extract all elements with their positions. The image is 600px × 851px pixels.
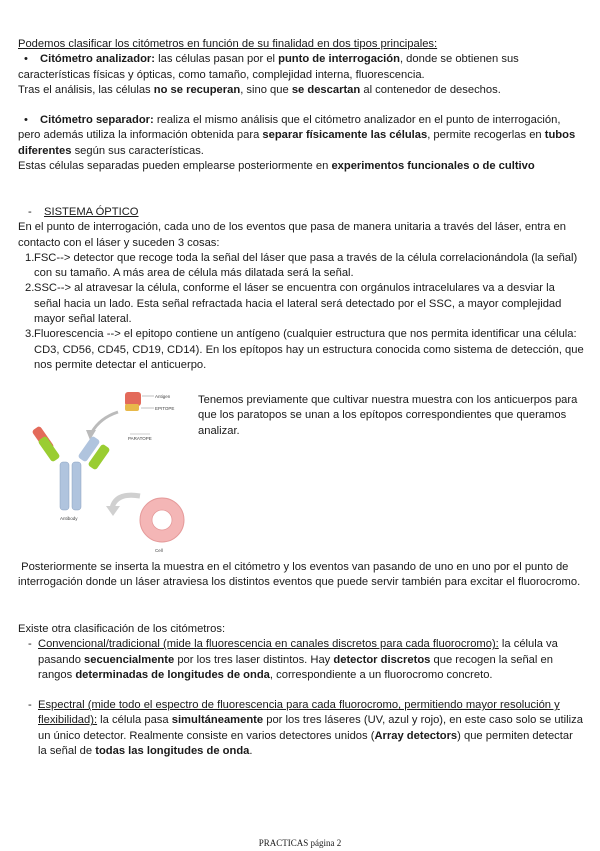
- bold-run: Array detectors: [374, 729, 458, 742]
- bold-run: experimentos funcionales o de cultivo: [331, 160, 535, 173]
- optical-title-row: [18, 205, 584, 220]
- text-run: que recogen la señal en rangos: [38, 653, 553, 681]
- bullet-icon: •: [24, 114, 28, 127]
- spectral-item: [18, 698, 584, 759]
- bold-run: punto de interrogación: [278, 53, 400, 66]
- antigen-shape: [125, 392, 141, 406]
- bold-run: simultáneamente: [171, 714, 264, 727]
- separator-term: Citómetro separador:: [40, 114, 154, 127]
- epitope-shape: [125, 404, 139, 411]
- antibody-shape: [31, 425, 110, 510]
- text-run: , permite recogerlas en: [427, 129, 545, 142]
- text-run: por los tres láseres (UV, azul y rojo), en este caso solo se utiliza un único detector. Realmente consiste en varios detectores unidos (: [38, 714, 583, 742]
- cell-label: Cell: [155, 548, 163, 553]
- text-run: Tras el análisis, las células: [18, 83, 154, 96]
- antibody-label: Antibody: [60, 516, 78, 521]
- optical-list: [18, 251, 584, 373]
- bold-run: tubos diferentes: [18, 129, 576, 157]
- analyzer-term: Citómetro analizador:: [40, 53, 155, 66]
- other-classification-section: [18, 622, 584, 759]
- optical-system-section: [18, 205, 584, 373]
- text-run: las células pasan por el: [155, 53, 279, 66]
- cell-nucleus: [152, 510, 172, 530]
- underlined-run: Espectral (mide todo el espectro de fluorescencia para cada fluorocromo, permitiendo mayor resolución y flexibilidad):: [38, 699, 560, 727]
- separated-paragraph: [18, 159, 584, 174]
- analyzer-bullet: [18, 52, 584, 83]
- antigen-label: Antigen: [155, 394, 171, 399]
- insert-paragraph: Posteriormente se inserta la muestra en el citómetro y los eventos van pasando de uno en uno por el punto de interrogación donde un láser atraviesa los distintos eventos que puede servir también para excitar el fluorocromo.: [18, 561, 581, 589]
- item-text: SSC--> al atravesar la célula, conforme el láser se encuentra con orgánulos intracelulares va a desviar la señal hacia un lado. Esta señal refractada hacia el lateral será detectado por el SSC, a mayor complejidad mayor señal lateral.: [34, 282, 562, 326]
- dash-marker: -: [28, 206, 32, 218]
- list-item: [18, 251, 584, 282]
- text-run: , correspondiente a un fluorocromo concreto.: [269, 668, 493, 681]
- list-item: [18, 327, 584, 373]
- antibody-diagram: [20, 388, 192, 558]
- bold-run: no se recuperan: [153, 83, 241, 96]
- other-intro: Existe otra clasificación de los citómetros:: [18, 623, 226, 635]
- bold-run: detector discretos: [333, 653, 431, 666]
- optical-intro: En el punto de interrogación, cada uno de los eventos que pasa de manera unitaria a través del láser, entra en contacto con el láser y suceden 3 cosas:: [18, 221, 566, 249]
- text-run: , sino que: [240, 83, 292, 96]
- conventional-item: [18, 637, 584, 683]
- item-text: FSC--> detector que recoge toda la señal del láser que pasa a través de la célula correlacionándola (la señal) con su tamaño. A más area de célula más dilatada será la señal.: [34, 251, 578, 280]
- separator-bullet: [18, 113, 584, 159]
- underlined-run: Convencional/tradicional (mide la fluorescencia en canales discretos para cada fluorocromo):: [38, 638, 499, 651]
- optical-title: SISTEMA ÓPTICO: [44, 206, 139, 218]
- paratope-label: PARATOPE: [128, 436, 152, 441]
- text-run: según sus características.: [71, 144, 204, 157]
- dash-marker: -: [28, 638, 32, 651]
- list-item: [18, 281, 584, 327]
- item-number: 3.: [25, 328, 35, 341]
- item-text: Fluorescencia --> el epitopo contiene un antígeno (cualquier estructura que nos permita identificar una célula: CD3, CD56, CD45, CD19, CD14). En los epítopos hay un estructura conocida como sistema de detección, que nos permite detectar el anticuerpo.: [34, 328, 584, 371]
- page-footer: PRACTICAS página 2: [258, 838, 342, 848]
- text-run: la célula va pasando: [38, 638, 558, 666]
- item-number: 2.: [25, 282, 35, 295]
- bold-run: determinadas de longitudes de onda: [75, 668, 270, 681]
- dash-marker: -: [28, 699, 32, 712]
- culture-paragraph: Tenemos previamente que cultivar nuestra muestra con los anticuerpos para que los paratopos se unan a los epítopos correspondientes que queramos analizar.: [198, 394, 578, 437]
- item-number: 1.: [25, 251, 35, 264]
- bold-run: todas las longitudes de onda: [95, 745, 250, 758]
- classification-section: [18, 37, 584, 174]
- text-run: realiza el mismo análisis que el citómetro analizador en el punto de interrogación, pero además utiliza la información obtenida para: [18, 114, 561, 142]
- text-run: Estas células separadas pueden emplearse posteriormente en: [18, 160, 332, 173]
- binding-arrow: [92, 412, 118, 432]
- analysis-paragraph: [18, 83, 584, 98]
- text-run: al contenedor de desechos.: [360, 83, 501, 96]
- text-run: por los tres laser distintos. Hay: [174, 653, 334, 666]
- bold-run: secuencialmente: [84, 653, 175, 666]
- text-run: .: [249, 745, 253, 758]
- text-run: la célula pasa: [97, 714, 172, 727]
- text-run: , donde se obtienen sus características físicas y ópticas, como tamaño, complejidad interna, fluorescencia.: [18, 53, 519, 81]
- epitope-label: EPITOPE: [155, 406, 175, 411]
- text-run: ) que permiten detectar la señal de: [38, 729, 573, 758]
- bold-run: se descartan: [291, 83, 361, 96]
- bullet-icon: •: [24, 53, 28, 66]
- section-heading: Podemos clasificar los citómetros en función de su finalidad en dos tipos principales:: [18, 38, 438, 50]
- bold-run: separar físicamente las células: [262, 129, 428, 142]
